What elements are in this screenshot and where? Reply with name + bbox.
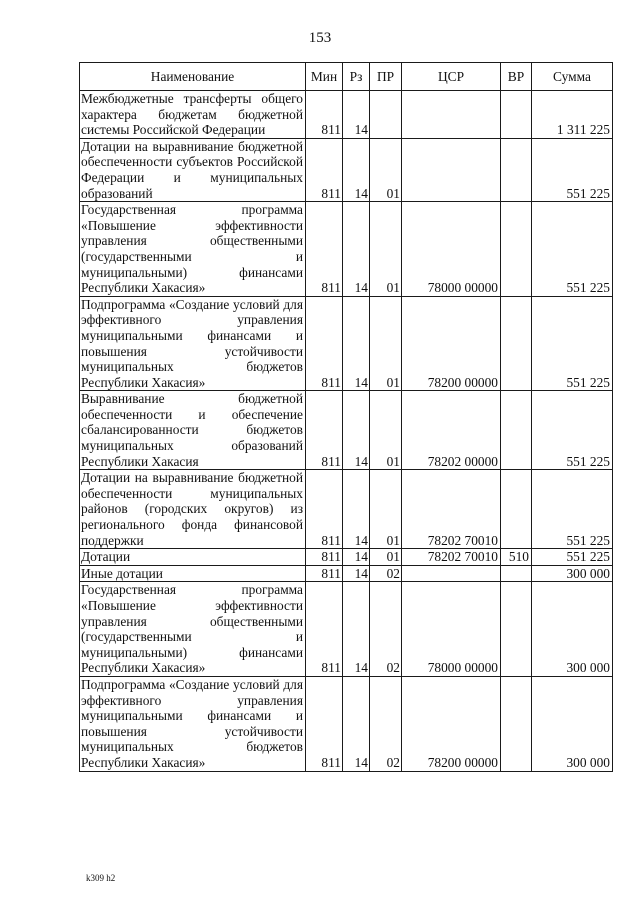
cell-vr (501, 202, 532, 297)
cell-csr (402, 138, 501, 201)
cell-min: 811 (306, 549, 343, 566)
cell-name: Государственная программа «Повышение эффективности управления общественными (государственными и муниципальными) финансами Республики Хакасия» (80, 582, 306, 677)
cell-rz: 14 (343, 202, 370, 297)
cell-vr (501, 391, 532, 470)
cell-csr (402, 91, 501, 139)
cell-min: 811 (306, 202, 343, 297)
cell-pr: 02 (370, 565, 402, 582)
cell-csr: 78202 70010 (402, 549, 501, 566)
cell-rz: 14 (343, 391, 370, 470)
cell-name: Иные дотации (80, 565, 306, 582)
cell-vr (501, 138, 532, 201)
cell-name: Дотации (80, 549, 306, 566)
cell-csr: 78000 00000 (402, 582, 501, 677)
table-body (80, 91, 613, 772)
cell-rz: 14 (343, 296, 370, 391)
cell-min: 811 (306, 138, 343, 201)
header-sum: Сумма (532, 63, 613, 91)
cell-vr (501, 676, 532, 771)
cell-sum: 300 000 (532, 565, 613, 582)
cell-rz: 14 (343, 565, 370, 582)
table-row (80, 676, 613, 771)
cell-rz: 14 (343, 470, 370, 549)
cell-csr: 78202 00000 (402, 391, 501, 470)
cell-min: 811 (306, 391, 343, 470)
cell-rz: 14 (343, 91, 370, 139)
cell-csr: 78200 00000 (402, 676, 501, 771)
cell-pr: 01 (370, 202, 402, 297)
cell-vr (501, 470, 532, 549)
header-name: Наименование (80, 63, 306, 91)
cell-sum: 1 311 225 (532, 91, 613, 139)
cell-pr: 02 (370, 676, 402, 771)
cell-name: Подпрограмма «Создание условий для эффективного управления муниципальными финансами и повышения устойчивости муниципальных бюджетов Республики Хакасия» (80, 676, 306, 771)
cell-sum: 551 225 (532, 138, 613, 201)
table-row (80, 470, 613, 549)
header-csr: ЦСР (402, 63, 501, 91)
cell-rz: 14 (343, 676, 370, 771)
header-pr: ПР (370, 63, 402, 91)
cell-rz: 14 (343, 549, 370, 566)
cell-vr (501, 91, 532, 139)
cell-vr: 510 (501, 549, 532, 566)
cell-name: Дотации на выравнивание бюджетной обеспеченности муниципальных районов (городских округов) из регионального фонда финансовой поддержки (80, 470, 306, 549)
table-row (80, 296, 613, 391)
cell-vr (501, 565, 532, 582)
cell-csr (402, 565, 501, 582)
cell-vr (501, 582, 532, 677)
table-row (80, 91, 613, 139)
table-row (80, 138, 613, 201)
table-row (80, 582, 613, 677)
cell-min: 811 (306, 565, 343, 582)
table-row (80, 202, 613, 297)
cell-pr (370, 91, 402, 139)
cell-min: 811 (306, 676, 343, 771)
cell-sum: 551 225 (532, 202, 613, 297)
budget-table (79, 62, 613, 772)
cell-name: Государственная программа «Повышение эффективности управления общественными (государственными и муниципальными) финансами Республики Хакасия» (80, 202, 306, 297)
cell-sum: 300 000 (532, 676, 613, 771)
header-row (80, 63, 613, 91)
cell-csr: 78200 00000 (402, 296, 501, 391)
page-number: 153 (308, 30, 332, 46)
header-min: Мин (306, 63, 343, 91)
table-row (80, 391, 613, 470)
cell-min: 811 (306, 470, 343, 549)
cell-name: Подпрограмма «Создание условий для эффективного управления муниципальными финансами и повышения устойчивости муниципальных бюджетов Республики Хакасия» (80, 296, 306, 391)
cell-name: Выравнивание бюджетной обеспеченности и обеспечение сбалансированности бюджетов муниципальных образований Республики Хакасия (80, 391, 306, 470)
cell-csr: 78202 70010 (402, 470, 501, 549)
cell-name: Межбюджетные трансферты общего характера бюджетам бюджетной системы Российской Федерации (80, 91, 306, 139)
cell-rz: 14 (343, 582, 370, 677)
cell-min: 811 (306, 91, 343, 139)
cell-sum: 551 225 (532, 296, 613, 391)
cell-pr: 01 (370, 296, 402, 391)
cell-sum: 551 225 (532, 549, 613, 566)
cell-sum: 300 000 (532, 582, 613, 677)
cell-rz: 14 (343, 138, 370, 201)
cell-min: 811 (306, 296, 343, 391)
table-row (80, 565, 613, 582)
cell-sum: 551 225 (532, 391, 613, 470)
cell-sum: 551 225 (532, 470, 613, 549)
header-vr: ВР (501, 63, 532, 91)
table-header (80, 63, 613, 91)
footer-code: k309 h2 (86, 873, 116, 883)
cell-pr: 01 (370, 470, 402, 549)
cell-pr: 01 (370, 138, 402, 201)
cell-csr: 78000 00000 (402, 202, 501, 297)
header-rz: Рз (343, 63, 370, 91)
cell-vr (501, 296, 532, 391)
cell-pr: 01 (370, 391, 402, 470)
cell-pr: 02 (370, 582, 402, 677)
cell-pr: 01 (370, 549, 402, 566)
cell-min: 811 (306, 582, 343, 677)
cell-name: Дотации на выравнивание бюджетной обеспеченности субъектов Российской Федерации и муниципальных образований (80, 138, 306, 201)
table-row (80, 549, 613, 566)
